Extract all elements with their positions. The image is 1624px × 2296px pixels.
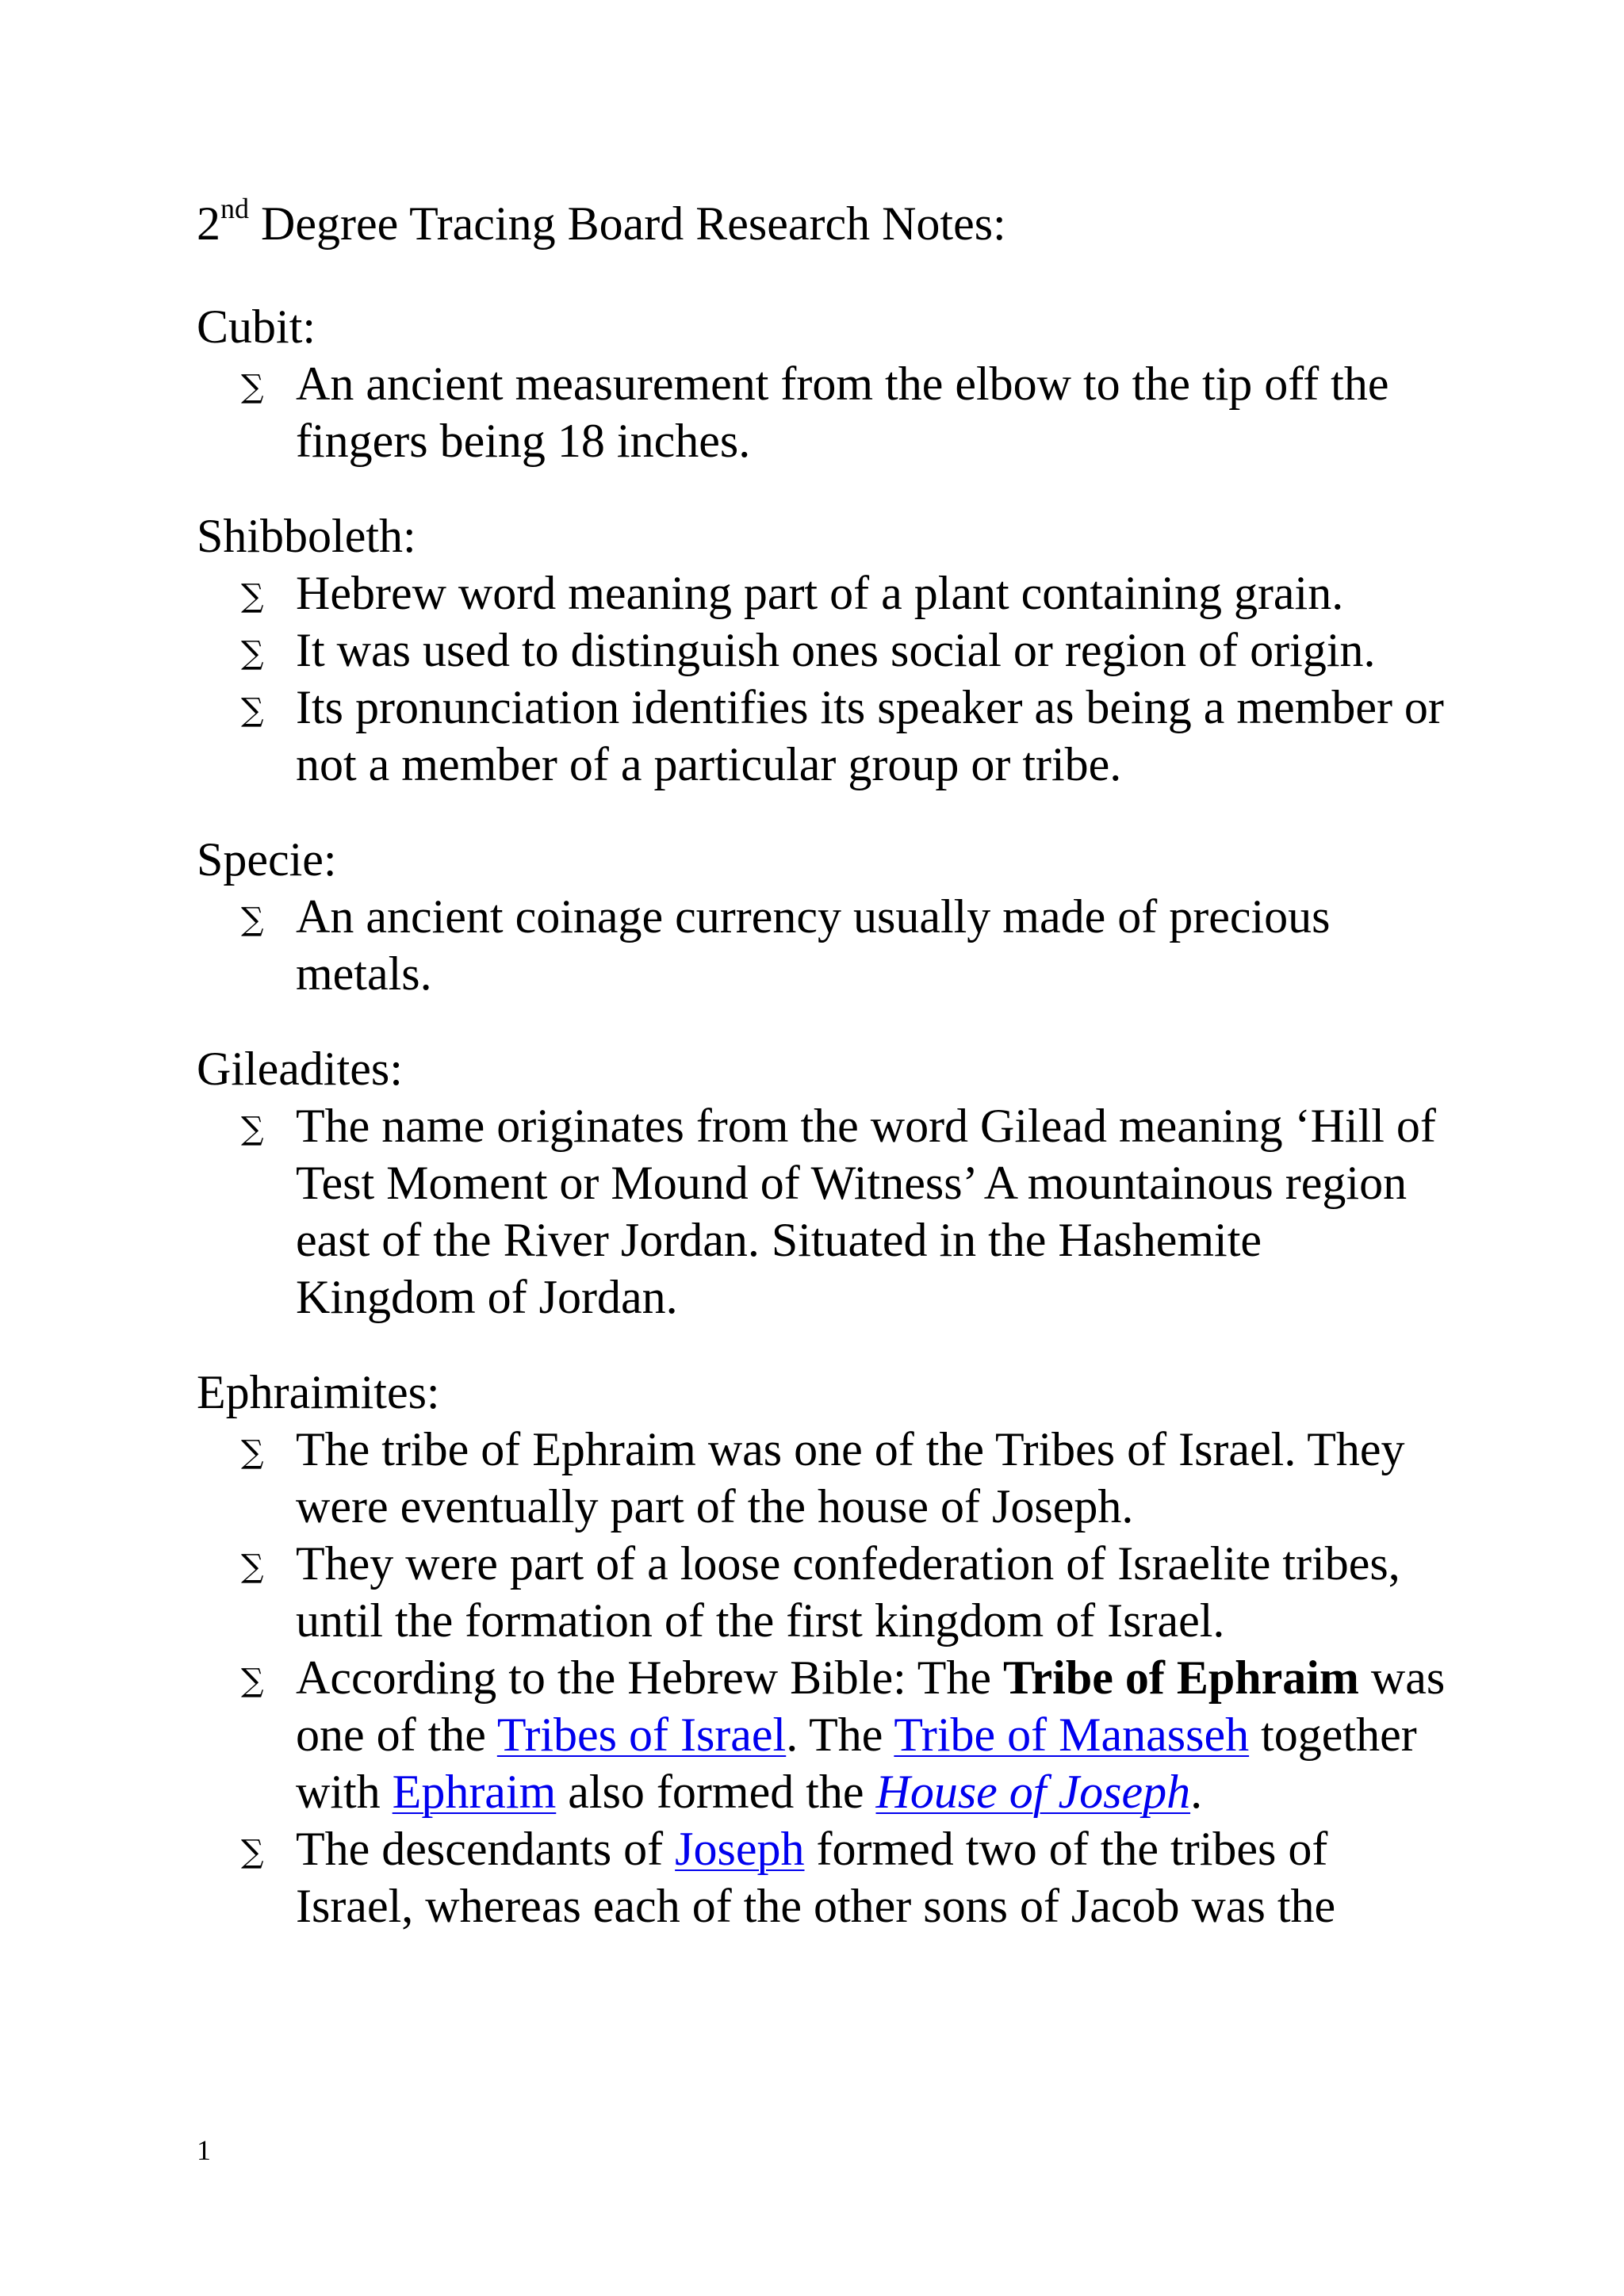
list-item-text: An ancient coinage currency usually made of precious metals. bbox=[296, 890, 1331, 1000]
link-ephraim[interactable]: Ephraim bbox=[392, 1766, 557, 1818]
text-run: The descendants of bbox=[296, 1823, 676, 1875]
title-superscript: nd bbox=[220, 193, 249, 224]
list-item-text: They were part of a loose confederation of Israelite tribes, until the formation of the first kingdom of Israel. bbox=[296, 1537, 1400, 1647]
list-item-text: Its pronunciation identifies its speaker as being a member or not a member of a particular group or tribe. bbox=[296, 681, 1444, 790]
sigma-bullet-icon: ∑ bbox=[241, 692, 264, 729]
list-item bbox=[197, 355, 1450, 469]
list-item-text: An ancient measurement from the elbow to the tip off the fingers being 18 inches. bbox=[296, 358, 1389, 467]
sigma-bullet-icon: ∑ bbox=[241, 901, 264, 938]
list-item-text bbox=[296, 1823, 1335, 1932]
text-run: According to the Hebrew Bible: The bbox=[296, 1651, 1003, 1704]
list-item-text: The name originates from the word Gilead meaning ‘Hill of Test Moment or Mound of Witness’ A mountainous region east of the River Jordan. Situated in the Hashemite Kingdom of Jordan. bbox=[296, 1100, 1436, 1323]
section-gileadites bbox=[197, 1040, 1450, 1326]
section-shibboleth bbox=[197, 507, 1450, 793]
list-item bbox=[197, 888, 1450, 1002]
section-heading-shibboleth: Shibboleth: bbox=[197, 510, 416, 562]
text-run: formed two of the tribes of Israel, whereas each of the other sons of Jacob was the bbox=[296, 1823, 1336, 1932]
list-item-text: It was used to distinguish ones social or region of origin. bbox=[296, 624, 1376, 676]
sigma-bullet-icon: ∑ bbox=[241, 1663, 264, 1699]
text-run: also formed the bbox=[556, 1766, 876, 1818]
title-prefix: 2 bbox=[197, 197, 220, 250]
bullet-list-gileadites bbox=[197, 1097, 1450, 1326]
sigma-bullet-icon: ∑ bbox=[241, 1111, 264, 1147]
bullet-list-ephraimites bbox=[197, 1421, 1450, 1934]
bullet-list-cubit bbox=[197, 355, 1450, 469]
bullet-list-shibboleth bbox=[197, 564, 1450, 793]
sigma-bullet-icon: ∑ bbox=[241, 1834, 264, 1870]
sigma-bullet-icon: ∑ bbox=[241, 1548, 264, 1585]
section-heading-gileadites: Gileadites: bbox=[197, 1043, 403, 1095]
text-run: . The bbox=[786, 1709, 894, 1761]
page-title bbox=[197, 187, 1450, 260]
section-cubit bbox=[197, 298, 1450, 469]
section-heading-cubit: Cubit: bbox=[197, 300, 316, 353]
section-specie bbox=[197, 831, 1450, 1002]
sigma-bullet-icon: ∑ bbox=[241, 578, 264, 614]
section-heading-specie: Specie: bbox=[197, 833, 337, 886]
link-house-of-joseph[interactable]: House of Joseph bbox=[875, 1766, 1191, 1818]
sigma-bullet-icon: ∑ bbox=[241, 369, 264, 405]
link-tribes-of-israel[interactable]: Tribes of Israel bbox=[496, 1709, 787, 1761]
title-rest: Degree Tracing Board Research Notes: bbox=[249, 197, 1006, 250]
sigma-bullet-icon: ∑ bbox=[241, 1434, 264, 1471]
sigma-bullet-icon: ∑ bbox=[241, 635, 264, 672]
list-item bbox=[197, 1649, 1450, 1820]
page-number: 1 bbox=[197, 2134, 211, 2166]
list-item bbox=[197, 1097, 1450, 1326]
list-item bbox=[197, 1421, 1450, 1535]
text-run: was one of the bbox=[296, 1651, 1446, 1761]
list-item bbox=[197, 1820, 1450, 1934]
list-item-text bbox=[296, 1651, 1445, 1818]
text-run: . bbox=[1190, 1766, 1203, 1818]
section-heading-ephraimites: Ephraimites: bbox=[197, 1366, 440, 1418]
section-ephraimites bbox=[197, 1364, 1450, 1934]
list-item bbox=[197, 564, 1450, 622]
link-joseph[interactable]: Joseph bbox=[675, 1823, 805, 1875]
bold-term-tribe-of-ephraim: Tribe of Ephraim bbox=[1002, 1651, 1359, 1704]
list-item-text: Hebrew word meaning part of a plant containing grain. bbox=[296, 567, 1344, 619]
list-item bbox=[197, 1535, 1450, 1649]
document-content bbox=[197, 187, 1450, 1934]
link-tribe-of-manasseh[interactable]: Tribe of Manasseh bbox=[894, 1709, 1250, 1761]
list-item bbox=[197, 679, 1450, 793]
bullet-list-specie bbox=[197, 888, 1450, 1002]
list-item-text: The tribe of Ephraim was one of the Tribes of Israel. They were eventually part of the house of Joseph. bbox=[296, 1423, 1405, 1533]
text-run: together with bbox=[296, 1709, 1417, 1818]
list-item bbox=[197, 622, 1450, 679]
